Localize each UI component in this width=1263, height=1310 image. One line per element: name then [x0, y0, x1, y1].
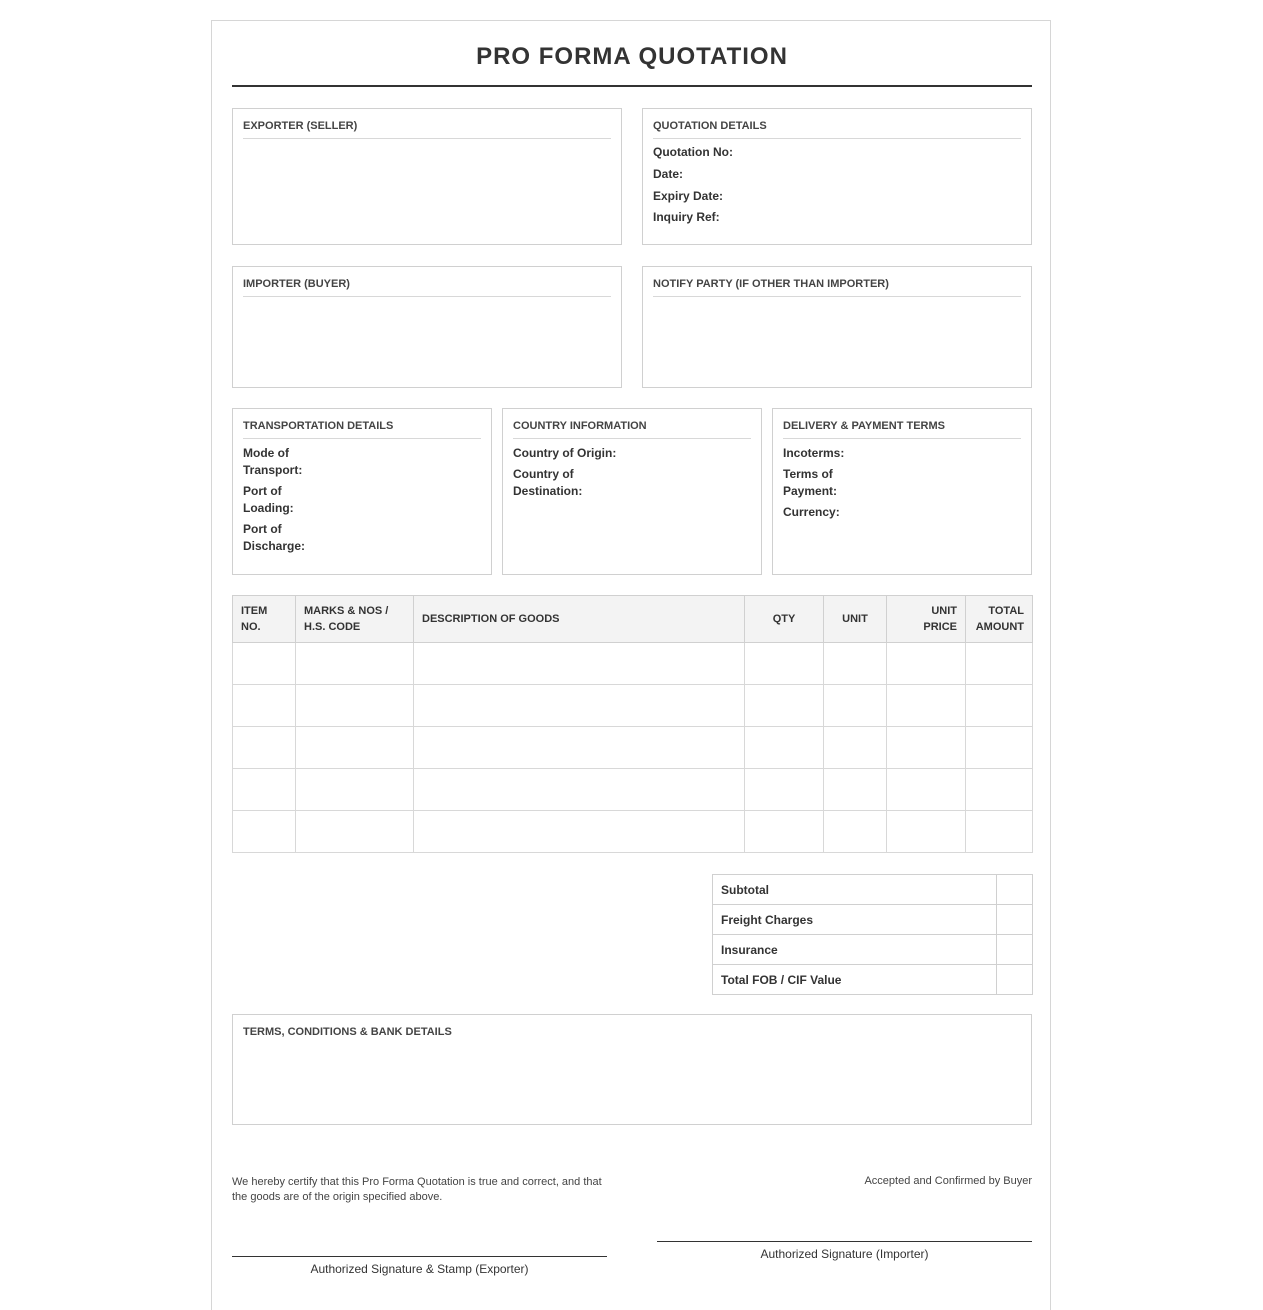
- table-cell[interactable]: [824, 727, 887, 769]
- table-cell[interactable]: [966, 727, 1033, 769]
- table-cell[interactable]: [745, 727, 824, 769]
- exporter-box: [232, 108, 622, 245]
- country-info-box: [502, 408, 762, 575]
- incoterms-label: Incoterms:: [783, 446, 845, 460]
- table-cell[interactable]: [414, 727, 745, 769]
- table-cell[interactable]: [296, 769, 414, 811]
- table-cell[interactable]: [887, 643, 966, 685]
- terms-box: [232, 1014, 1032, 1125]
- port-of-discharge-label: Port of Discharge:: [243, 522, 306, 553]
- table-cell[interactable]: [887, 727, 966, 769]
- certification-text: We hereby certify that this Pro Forma Quotation is true and correct, and that the goods are of the origin specified above.: [232, 1176, 602, 1203]
- table-row: [233, 685, 1033, 727]
- table-cell[interactable]: [966, 643, 1033, 685]
- terms-heading: TERMS, CONDITIONS & BANK DETAILS: [243, 1026, 452, 1038]
- table-cell[interactable]: [414, 685, 745, 727]
- table-cell[interactable]: [887, 685, 966, 727]
- table-cell[interactable]: [296, 727, 414, 769]
- table-cell[interactable]: [966, 769, 1033, 811]
- col-total-amount: TOTAL AMOUNT: [966, 596, 1033, 643]
- table-cell[interactable]: [966, 685, 1033, 727]
- mode-of-transport-label: Mode of Transport:: [243, 446, 303, 477]
- table-cell[interactable]: [414, 811, 745, 853]
- total-value-value[interactable]: [997, 965, 1033, 995]
- table-cell[interactable]: [296, 643, 414, 685]
- notify-party-box: [642, 266, 1032, 388]
- totals-table: [712, 874, 1033, 995]
- col-marks-hs-code: MARKS & NOS / H.S. CODE: [296, 596, 414, 643]
- table-cell[interactable]: [414, 769, 745, 811]
- table-row: [233, 811, 1033, 853]
- col-description: DESCRIPTION OF GOODS: [414, 596, 745, 643]
- table-cell[interactable]: [233, 643, 296, 685]
- table-cell[interactable]: [745, 811, 824, 853]
- insurance-value[interactable]: [997, 935, 1033, 965]
- table-cell[interactable]: [824, 811, 887, 853]
- table-cell[interactable]: [745, 685, 824, 727]
- table-cell[interactable]: [824, 685, 887, 727]
- importer-signature-label: Authorized Signature (Importer): [760, 1247, 929, 1261]
- table-cell[interactable]: [824, 643, 887, 685]
- title-divider: [232, 85, 1032, 87]
- subtotal-value[interactable]: [997, 875, 1033, 905]
- table-cell[interactable]: [745, 643, 824, 685]
- quotation-details-box: [642, 108, 1032, 245]
- table-row: [233, 727, 1033, 769]
- table-cell[interactable]: [414, 643, 745, 685]
- col-unit: UNIT: [824, 596, 887, 643]
- quotation-no-label: Quotation No:: [653, 145, 733, 159]
- freight-charges-row: [713, 905, 1033, 935]
- currency-label: Currency:: [783, 505, 840, 519]
- quotation-page: [211, 20, 1051, 1310]
- table-cell[interactable]: [966, 811, 1033, 853]
- terms-of-payment-label: Terms of Payment:: [783, 467, 838, 498]
- insurance-row: [713, 935, 1033, 965]
- table-row: [233, 643, 1033, 685]
- total-value-label: Total FOB / CIF Value: [713, 965, 997, 995]
- delivery-payment-box: [772, 408, 1032, 575]
- total-value-row: [713, 965, 1033, 995]
- importer-signature-line: [657, 1241, 1032, 1242]
- col-item-no: ITEM NO.: [233, 596, 296, 643]
- delivery-payment-heading: DELIVERY & PAYMENT TERMS: [783, 409, 1021, 439]
- transportation-box: [232, 408, 492, 575]
- freight-charges-value[interactable]: [997, 905, 1033, 935]
- date-label: Date:: [653, 167, 684, 181]
- importer-heading: IMPORTER (BUYER): [243, 267, 611, 297]
- table-cell[interactable]: [233, 811, 296, 853]
- port-of-loading-label: Port of Loading:: [243, 484, 294, 515]
- table-cell[interactable]: [745, 769, 824, 811]
- table-cell[interactable]: [296, 811, 414, 853]
- quotation-details-heading: QUOTATION DETAILS: [653, 109, 1021, 139]
- importer-box: [232, 266, 622, 388]
- table-cell[interactable]: [233, 685, 296, 727]
- country-info-heading: COUNTRY INFORMATION: [513, 409, 751, 439]
- table-row: [233, 769, 1033, 811]
- table-cell[interactable]: [296, 685, 414, 727]
- table-cell[interactable]: [233, 727, 296, 769]
- subtotal-label: Subtotal: [713, 875, 997, 905]
- expiry-date-label: Expiry Date:: [653, 189, 724, 203]
- insurance-label: Insurance: [713, 935, 997, 965]
- inquiry-ref-label: Inquiry Ref:: [653, 210, 720, 224]
- freight-charges-label: Freight Charges: [713, 905, 997, 935]
- transportation-heading: TRANSPORTATION DETAILS: [243, 409, 481, 439]
- country-of-destination-label: Country of Destination:: [513, 467, 583, 498]
- col-unit-price: UNIT PRICE: [887, 596, 966, 643]
- table-cell[interactable]: [233, 769, 296, 811]
- table-cell[interactable]: [887, 811, 966, 853]
- document-title: PRO FORMA QUOTATION: [476, 43, 788, 70]
- exporter-signature-label: Authorized Signature & Stamp (Exporter): [310, 1262, 529, 1276]
- table-cell[interactable]: [824, 769, 887, 811]
- subtotal-row: [713, 875, 1033, 905]
- notify-party-heading: NOTIFY PARTY (IF OTHER THAN IMPORTER): [653, 267, 1021, 297]
- col-qty: QTY: [745, 596, 824, 643]
- table-cell[interactable]: [887, 769, 966, 811]
- goods-header-row: [233, 596, 1033, 643]
- goods-table: [232, 595, 1033, 853]
- exporter-heading: EXPORTER (SELLER): [243, 109, 611, 139]
- country-of-origin-label: Country of Origin:: [513, 446, 617, 460]
- buyer-acceptance-text: Accepted and Confirmed by Buyer: [864, 1175, 1032, 1187]
- exporter-signature-line: [232, 1256, 607, 1257]
